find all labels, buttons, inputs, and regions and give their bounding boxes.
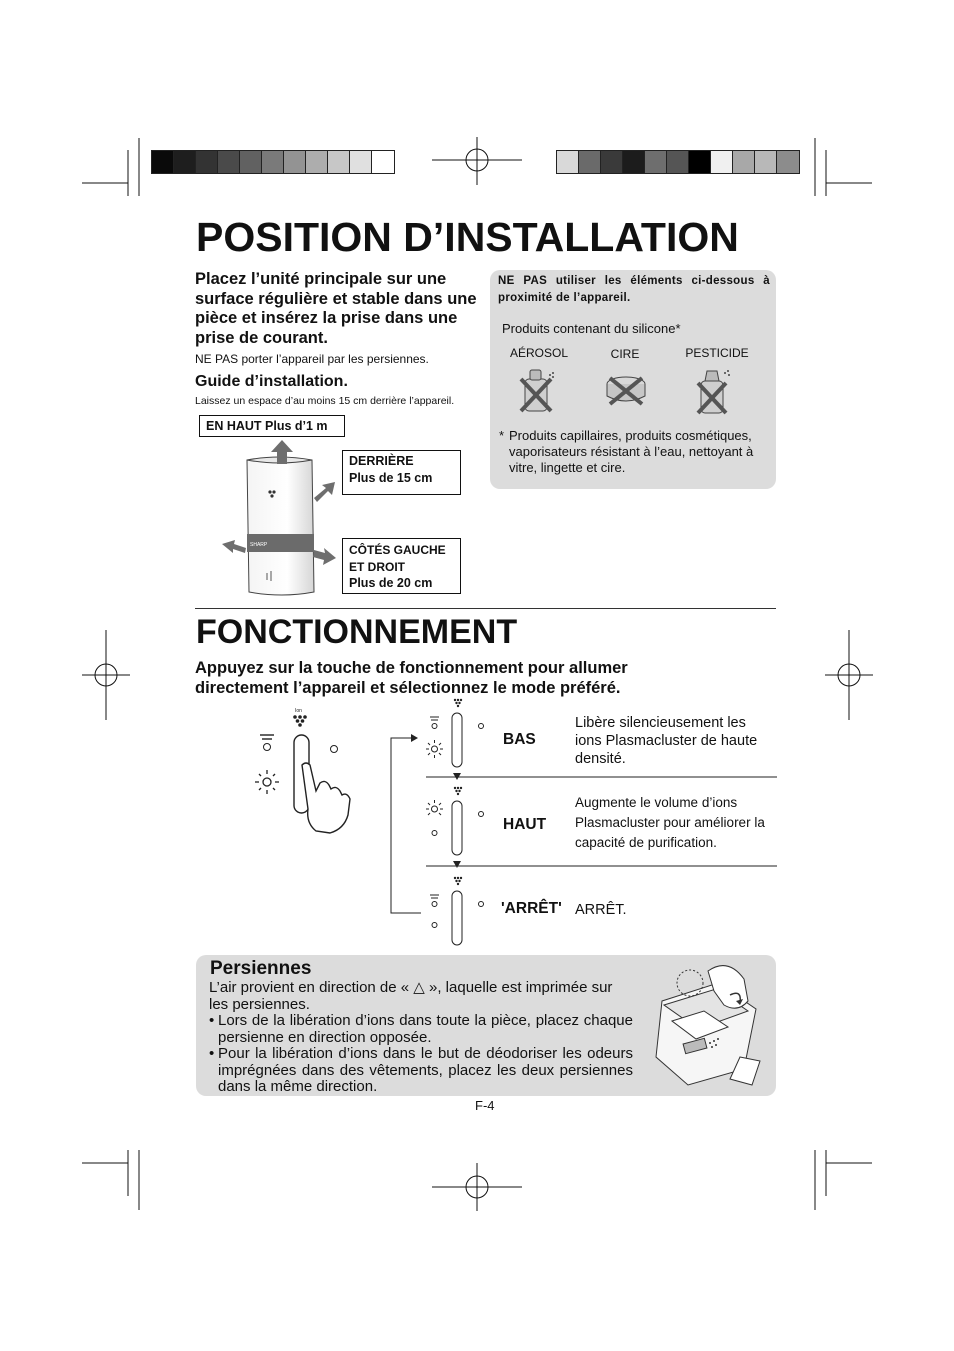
label-sides-line3: Plus de 20 cm <box>349 576 433 590</box>
aerosol-icon <box>517 365 561 415</box>
operation-intro-line1: Appuyez sur la touche de fonctionnement pour allumer <box>195 659 628 677</box>
warning-title: NE PAS utiliser les éléments ci-dessous à proximité de l’appareil. <box>498 275 770 304</box>
mode-low-desc-line2: ions Plasmacluster de haute <box>575 733 758 749</box>
device-brand: SHARP <box>250 542 268 548</box>
low-led-icon <box>264 744 271 751</box>
warning-panel <box>490 270 776 489</box>
operation-intro-line2: directement l’appareil et sélectionnez le mode préféré. <box>195 679 621 697</box>
label-back-line1: DERRIÈRE <box>349 454 414 468</box>
color-bar-right <box>556 150 800 174</box>
louvers-panel <box>196 955 776 1096</box>
pressing-hand-icon <box>302 763 350 833</box>
silicone-note: Produits contenant du silicone* <box>502 321 681 336</box>
wax-icon <box>604 374 648 408</box>
label-sides-line2: ET DROIT <box>349 559 405 574</box>
mode-high-name: HAUT <box>503 816 547 833</box>
mode-high-desc-line2: Plasmacluster pour améliorer la <box>575 815 765 830</box>
ion-label: Ion <box>295 708 302 714</box>
page-number: F-4 <box>475 1098 495 1113</box>
label-back-line2: Plus de 15 cm <box>349 471 433 485</box>
installation-title: POSITION D’INSTALLATION <box>196 214 739 260</box>
mode-panel-low <box>426 699 484 767</box>
section-divider <box>195 608 776 609</box>
louvers-text <box>209 980 633 1096</box>
device-body <box>247 457 314 595</box>
label-sides-line1: CÔTÉS GAUCHE <box>349 543 446 557</box>
pesticide-icon <box>693 365 737 417</box>
control-panel-illustration <box>250 705 360 840</box>
guide-note: Laissez un espace d’au moins 15 cm derrière l’appareil. <box>195 395 455 407</box>
mode-off-name: 'ARRÊT' <box>501 900 562 917</box>
mode-low-desc-line1: Libère silencieusement les <box>575 715 746 731</box>
mode-off-desc: ARRÊT. <box>575 902 627 918</box>
mode-low-desc <box>575 714 780 768</box>
label-sides-clearance <box>342 538 461 594</box>
footnote-text: Produits capillaires, produits cosmétiques, vaporisateurs résistant à l’eau, nettoyant à vitre, lingette et cire. <box>509 428 754 475</box>
mode-high-desc-line3: capacité de purification. <box>575 835 717 850</box>
carry-warning: NE PAS porter l’appareil par les persiennes. <box>195 352 429 366</box>
louvers-bullet1: • Lors de la libération d’ions dans toute la pièce, placez chaque persienne en direction opposée. <box>209 1013 633 1046</box>
louvers-title: Persiennes <box>210 958 312 979</box>
label-back-clearance <box>342 450 461 495</box>
mode-high-desc-line1: Augmente le volume d’ions <box>575 795 738 810</box>
mode-low-name: BAS <box>503 731 536 748</box>
arrow-right <box>313 548 336 565</box>
label-aerosol: AÉROSOL <box>509 346 569 360</box>
device-clearance-illustration <box>222 440 337 600</box>
ion-logo-icon <box>293 708 307 727</box>
mode-low-desc-line3: densité. <box>575 751 626 767</box>
louver-adjust-illustration <box>648 961 766 1089</box>
arrow-back <box>314 482 335 502</box>
footnote-mark: * <box>499 428 505 443</box>
label-wax: CIRE <box>610 347 640 361</box>
power-led-icon <box>331 746 338 753</box>
louvers-line1: L’air provient en direction de « △ », laquelle est imprimée sur les persiennes. <box>209 979 613 1013</box>
label-top-text: EN HAUT Plus d’1 m <box>206 419 328 433</box>
label-pesticide: PESTICIDE <box>685 346 749 360</box>
installation-intro: Placez l’unité principale sur une surface régulière et stable dans une pièce et insérez la prise dans une prise de courant. <box>195 270 477 347</box>
mode-high-desc <box>575 793 780 853</box>
high-led-lit-icon <box>255 770 279 794</box>
operation-title: FONCTIONNEMENT <box>196 613 518 651</box>
indicator-bars-icon <box>260 735 274 739</box>
guide-title: Guide d’installation. <box>195 373 348 390</box>
mode-panel-high <box>426 787 484 855</box>
color-bar-left <box>151 150 395 174</box>
louvers-bullet2: • Pour la libération d’ions dans le but de déodoriser les odeurs imprégnées dans des vêtements, placez les deux persiennes dans la même direction. <box>209 1046 633 1096</box>
mode-panel-off <box>430 877 484 945</box>
label-top-clearance <box>199 415 345 437</box>
arrow-left <box>222 540 246 553</box>
